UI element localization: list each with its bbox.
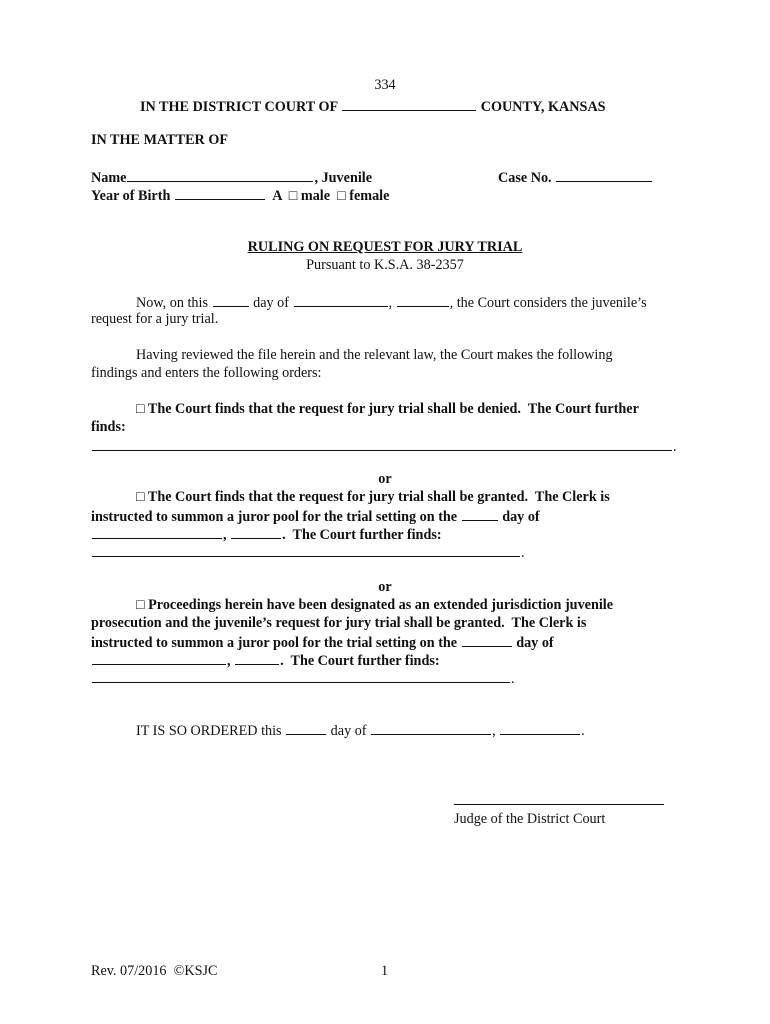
county-blank[interactable] — [342, 96, 476, 111]
option-granted-text-a: instructed to summon a juror pool for the trial setting on the — [91, 509, 458, 525]
ordered-year-blank[interactable] — [500, 720, 580, 735]
option-ejj-text-c: , — [227, 653, 231, 669]
intro-line-2: request for a jury trial. — [91, 311, 219, 327]
ordered-day-blank[interactable] — [286, 720, 326, 735]
judge-signature-label: Judge of the District Court — [454, 811, 606, 827]
sex-options[interactable]: A □ male □ female — [272, 188, 390, 204]
footer-revision: Rev. 07/2016 ©KSJC — [91, 963, 218, 979]
case-no-label: Case No. — [498, 170, 552, 186]
footer-page-number: 1 — [381, 963, 389, 979]
findings-text-a: Having reviewed the file herein and the relevant law, the Court makes the following — [136, 347, 613, 363]
findings-line-2: findings and enters the following orders: — [91, 365, 322, 381]
juvenile-label: , Juvenile — [314, 170, 373, 186]
judge-signature-line[interactable] — [454, 804, 664, 805]
intro-year-blank[interactable] — [397, 292, 449, 307]
intro-text-d: , the Court considers the juvenile’s — [449, 295, 647, 311]
option-granted-finds-blank[interactable] — [92, 542, 520, 557]
year-of-birth-label: Year of Birth — [91, 188, 171, 204]
document-title — [0, 238, 770, 256]
option-denied-line-2: finds: — [91, 419, 126, 435]
or-separator-2: or — [378, 579, 392, 595]
option-denied-finds-blank[interactable] — [92, 436, 672, 451]
ordered-text-c: , — [492, 723, 496, 739]
option-ejj-year-blank[interactable] — [235, 650, 279, 665]
intro-day-blank[interactable] — [213, 292, 249, 307]
findings-line-1 — [91, 346, 613, 364]
option-denied-finds-line — [91, 436, 677, 456]
court-heading — [140, 96, 606, 116]
name-label: Name — [91, 170, 127, 186]
period: . — [673, 439, 677, 455]
option-ejj-text-b: day of — [516, 635, 554, 651]
page-number-top: 334 — [374, 77, 396, 93]
option-granted-text-b: day of — [502, 509, 540, 525]
name-line — [91, 167, 372, 187]
option-granted-text-d: . The Court further finds: — [282, 527, 442, 543]
document-title-text: RULING ON REQUEST FOR JURY TRIAL — [247, 239, 523, 255]
option-granted-line-1 — [91, 488, 610, 506]
ordered-text-b: day of — [330, 723, 367, 739]
court-suffix: COUNTY, KANSAS — [480, 99, 606, 115]
option-ejj-line-2: prosecution and the juvenile’s request for jury trial shall be granted. The Clerk is — [91, 615, 587, 631]
intro-text-a: Now, on this — [136, 295, 208, 311]
option-denied-checkbox-text[interactable]: □ The Court finds that the request for jury trial shall be denied. The Court further — [136, 401, 639, 417]
option-ejj-text-a: instructed to summon a juror pool for the trial setting on the — [91, 635, 458, 651]
ordered-text-a: IT IS SO ORDERED this — [136, 723, 282, 739]
option-ejj-line-4 — [91, 650, 440, 670]
matter-heading: IN THE MATTER OF — [91, 132, 229, 148]
or-separator-1: or — [378, 471, 392, 487]
option-ejj-day-blank[interactable] — [462, 632, 512, 647]
option-granted-text-c: , — [223, 527, 227, 543]
option-granted-year-blank[interactable] — [231, 524, 281, 539]
intro-line-1 — [91, 292, 647, 312]
option-ejj-line-1 — [91, 596, 613, 614]
option-granted-finds-line — [91, 542, 525, 562]
ordered-month-blank[interactable] — [371, 720, 491, 735]
intro-month-blank[interactable] — [294, 292, 388, 307]
option-granted-line-2 — [91, 506, 540, 526]
option-ejj-month-blank[interactable] — [92, 650, 226, 665]
period: . — [521, 545, 525, 561]
ordered-line — [91, 720, 585, 740]
option-granted-day-blank[interactable] — [462, 506, 498, 521]
court-prefix: IN THE DISTRICT COURT OF — [140, 99, 338, 115]
period: . — [581, 723, 585, 739]
case-no-blank[interactable] — [556, 167, 652, 182]
option-granted-month-blank[interactable] — [92, 524, 222, 539]
option-granted-line-3 — [91, 524, 442, 544]
intro-text-b: day of — [253, 295, 289, 311]
period: . — [511, 671, 515, 687]
name-blank[interactable] — [127, 167, 313, 182]
year-of-birth-line — [91, 185, 389, 205]
option-ejj-finds-line — [91, 668, 515, 688]
intro-text-c: , — [388, 295, 393, 311]
option-ejj-checkbox-text[interactable]: □ Proceedings herein have been designated as an extended jurisdiction juvenile — [136, 597, 614, 613]
year-of-birth-blank[interactable] — [175, 185, 265, 200]
option-granted-checkbox-text[interactable]: □ The Court finds that the request for jury trial shall be granted. The Clerk is — [136, 489, 610, 505]
document-subtitle: Pursuant to K.S.A. 38-2357 — [306, 257, 464, 273]
option-ejj-line-3 — [91, 632, 554, 652]
option-ejj-finds-blank[interactable] — [92, 668, 510, 683]
option-denied-line-1 — [91, 400, 639, 418]
option-ejj-text-d: . The Court further finds: — [280, 653, 440, 669]
case-no-line — [498, 167, 653, 187]
